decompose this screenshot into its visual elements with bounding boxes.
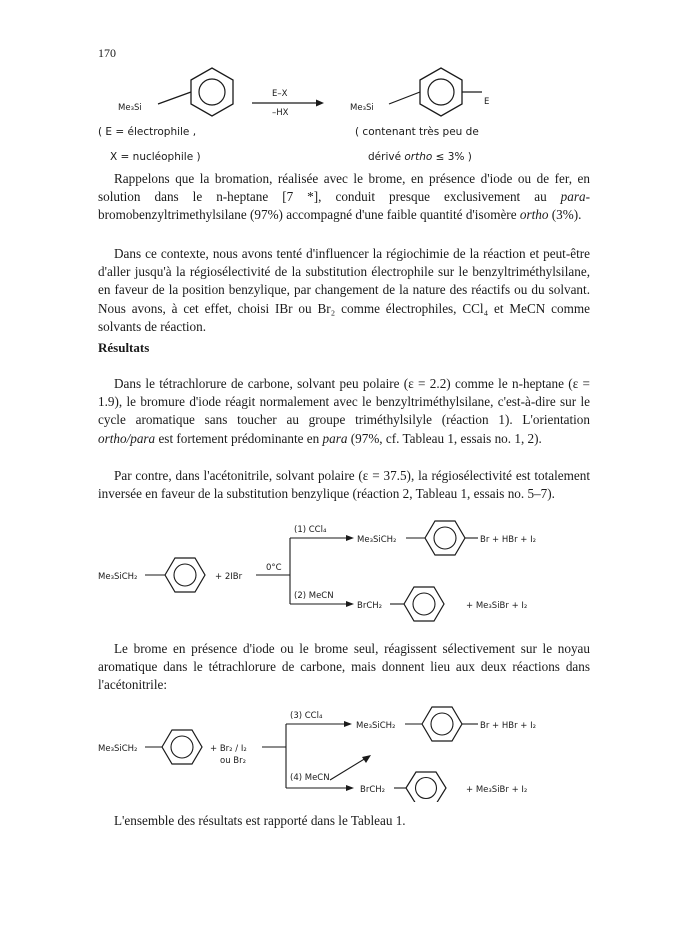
- reaction-scheme-3: [0, 702, 680, 802]
- paragraph-ensemble: L'ensemble des résultats est rapporté dans le Tableau 1.: [114, 813, 406, 828]
- note-ortho-b: ortho: [404, 151, 433, 163]
- benzene-ring: [406, 772, 446, 802]
- scheme3-reactant: Me₃SiCH₂: [98, 744, 138, 754]
- scheme2-reactant: Me₃SiCH₂: [98, 572, 138, 582]
- section-heading: Résultats: [98, 340, 150, 355]
- note-nucleophile: X = nucléophile ): [110, 151, 201, 163]
- benzene-ring: [420, 68, 462, 116]
- scheme3-prod2-tail: + Me₃SiBr + I₂: [466, 785, 528, 795]
- benzene-ring: [425, 521, 465, 555]
- page-number: 170: [98, 46, 116, 60]
- paragraph-acetonitrile: Par contre, dans l'acétonitrile, solvant polaire (ε = 37.5), la régiosélectivité est totalement inversée en faveur de la substitution benzylique (réaction 2, Tableau 1, essais no. 5–7).: [98, 468, 590, 502]
- scheme2-cond1: (1) CCl₄: [294, 525, 327, 535]
- scheme2-temp: 0°C: [266, 563, 282, 573]
- paragraph-context: Dans ce contexte, nous avons tenté d'influencer la régiochimie de la réaction et peut-être d'aller jusqu'à la régiosélectivité de la substitution électrophile sur le benzyltriméthylsilane, en faveur de la position benzylique, par changement de la nature des réactifs ou du solvant. Nous avons, à cet effet, choisi IBr ou Br₂ comme électrophiles, CCl₄ et MeCN comme solvants de réaction.: [98, 246, 590, 334]
- p1-b: para: [560, 189, 586, 205]
- p1-a: Rappelons que la bromation, réalisée avec le brome, en présence d'iode ou de fer, en solution dans le n-heptane [7 *], conduit presque exclusivement au: [98, 171, 590, 205]
- scheme2-reagent: + 2IBr: [215, 572, 243, 582]
- scheme3-cond4: (4) MeCN: [290, 773, 330, 783]
- reactant-label: Me₃Si: [118, 103, 142, 113]
- benzene-ring: [422, 707, 462, 741]
- paragraph-bromation: [98, 170, 590, 225]
- product-label: Me₃Si: [350, 103, 374, 113]
- benzene-ring: [162, 730, 202, 764]
- benzene-ring: [165, 558, 205, 592]
- scheme2-prod1: Me₃SiCH₂: [357, 535, 397, 545]
- scheme2-prod2-tail: + Me₃SiBr + I₂: [466, 601, 528, 611]
- scheme3-reagent: + Br₂ / I₂: [210, 744, 247, 754]
- product-substituent: E: [484, 97, 490, 107]
- reaction-scheme-2: [0, 518, 680, 628]
- benzene-ring: [191, 68, 233, 116]
- scheme3-prod2: BrCH₂: [360, 785, 386, 795]
- note-ortho-a: dérivé: [368, 151, 405, 163]
- paragraph-brome: Le brome en présence d'iode ou le brome seul, réagissent sélectivement sur le noyau aromatique dans le tétrachlorure de carbone, mais donnent lieu aux deux réactions dans l'acétonitrile:: [98, 641, 590, 693]
- p1-e: (3%).: [548, 207, 582, 223]
- paragraph-ccl4: [98, 375, 590, 448]
- scheme2-cond2: (2) MeCN: [294, 591, 334, 601]
- p1-d: ortho: [519, 207, 549, 223]
- scheme2-prod2: BrCH₂: [357, 601, 383, 611]
- benzene-ring: [404, 587, 444, 621]
- note-contenant: ( contenant très peu de: [355, 126, 479, 138]
- scheme3-prod1-tail: Br + HBr + I₂: [480, 721, 537, 731]
- p3-c: est fortement prédominante en: [155, 430, 323, 446]
- note-electrophile: ( E = électrophile ,: [98, 126, 197, 138]
- note-ortho-c: ≤ 3% ): [432, 151, 472, 163]
- p1-c: -bromobenzyltrimethylsilane (97%) accompagné d'une faible quantité d'isomère: [98, 189, 590, 223]
- note-ortho: [368, 151, 472, 163]
- p3-a: Dans le tétrachlorure de carbone, solvant peu polaire (ε = 2.2) comme le n-heptane (ε = 1.9), le bromure d'iode réagit normalement avec le benzyltriméthylsilane, c'est-à-dire sur le cycle aromatique sans toucher au groupe triméthylsilyle (réaction 1). L'orientation: [98, 376, 590, 428]
- p3-e: (97%, cf. Tableau 1, essais no. 1, 2).: [347, 430, 542, 446]
- reagent-bottom: –HX: [272, 108, 289, 118]
- scheme3-or-reagent: ou Br₂: [220, 756, 247, 766]
- reagent-top: E–X: [272, 89, 288, 99]
- scheme2-prod1-tail: Br + HBr + I₂: [480, 535, 537, 545]
- reaction-scheme-1: [0, 0, 680, 140]
- p3-d: para: [322, 430, 348, 446]
- scheme3-cond3: (3) CCl₄: [290, 711, 323, 721]
- scheme3-prod1: Me₃SiCH₂: [356, 721, 396, 731]
- p3-b: ortho/para: [98, 430, 156, 446]
